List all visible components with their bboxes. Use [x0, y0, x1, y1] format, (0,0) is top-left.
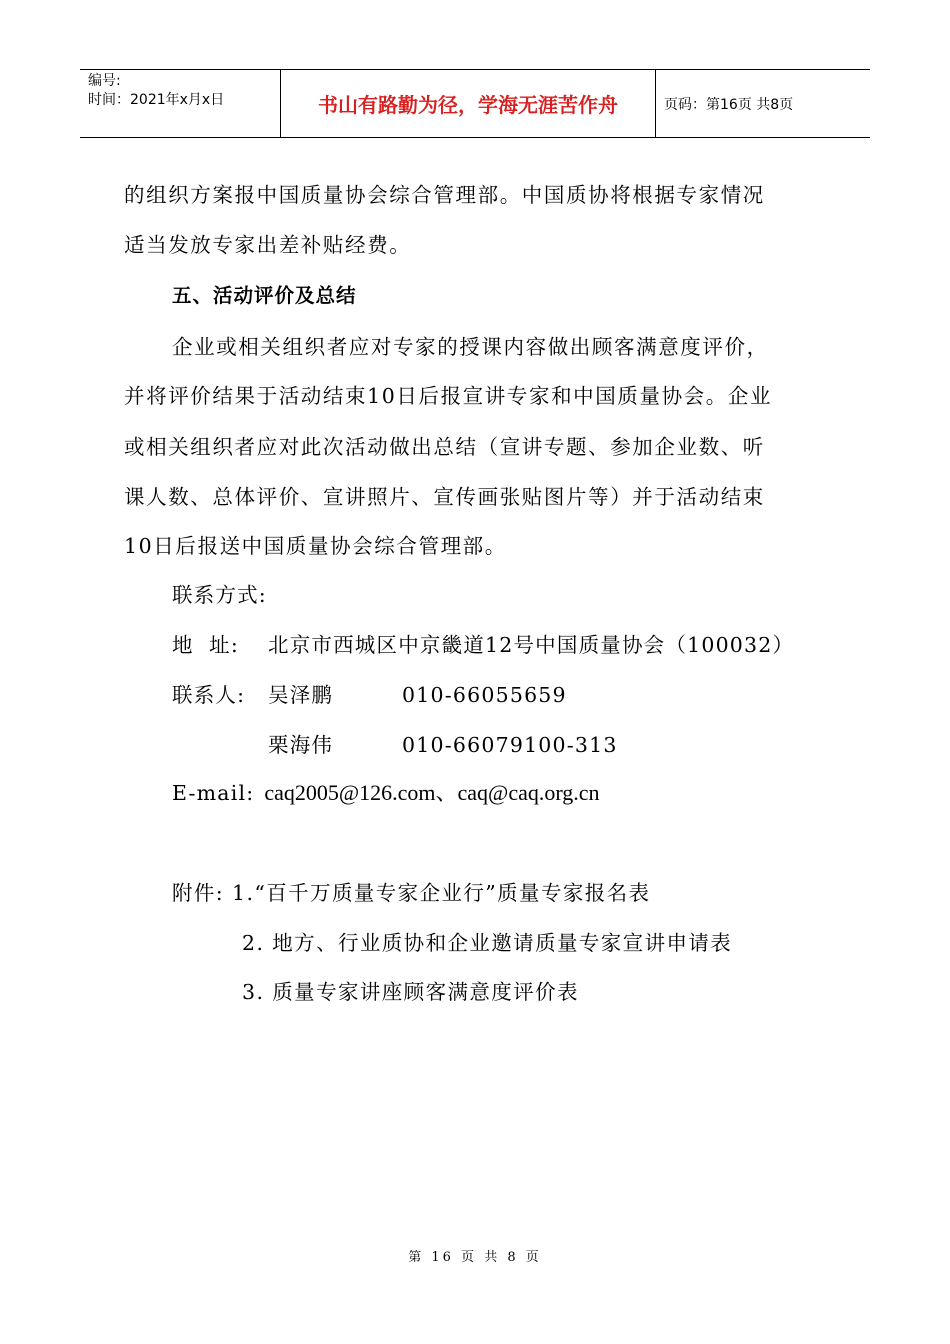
body-text-line: 并将评价结果于活动结束10日后报宣讲专家和中国质量协会。企业	[124, 384, 773, 408]
header-page-info: 页码：第16页 共8页	[664, 96, 794, 113]
body-text-line: 适当发放专家出差补贴经费。	[124, 233, 412, 257]
attachment-item: 1.“百千万质量专家企业行”质量专家报名表	[232, 881, 651, 905]
header-id-label: 编号:	[88, 73, 121, 89]
contact-heading: 联系方式:	[172, 583, 267, 607]
section-heading: 五、活动评价及总结	[172, 284, 357, 307]
header-date: 时间：2021年x月x日	[88, 92, 225, 108]
contact-person-label: 联系人:	[172, 683, 246, 707]
contact-phone: 010-66055659	[402, 683, 567, 707]
address-value: 北京市西城区中京畿道12号中国质量协会（100032）	[268, 633, 795, 657]
contact-address-row	[172, 628, 794, 658]
email-label: E-mail:	[172, 781, 255, 805]
body-text-line: 课人数、总体评价、宣讲照片、宣传画张贴图片等）并于活动结束	[124, 485, 765, 509]
body-text-line: 的组织方案报中国质量协会综合管理部。中国质协将根据专家情况	[124, 183, 765, 207]
page-footer: 第 16 页 共 8 页	[408, 1250, 542, 1265]
contact-phone: 010-66079100-313	[402, 733, 618, 757]
body-text-line: 或相关组织者应对此次活动做出总结（宣讲专题、参加企业数、听	[124, 435, 765, 459]
contact-email-row	[172, 776, 600, 807]
attachment-item: 3. 质量专家讲座顾客满意度评价表	[242, 980, 579, 1004]
attachment-label: 附件:	[172, 881, 225, 905]
contact-person-row	[172, 678, 567, 708]
attachment-item: 2. 地方、行业质协和企业邀请质量专家宣讲申请表	[242, 931, 733, 955]
contact-name: 栗海伟	[268, 733, 334, 757]
header-motto: 书山有路勤为径，学海无涯苦作舟	[318, 93, 618, 117]
page-header	[80, 69, 870, 138]
body-text-line: 10日后报送中国质量协会综合管理部。	[124, 534, 507, 558]
header-divider	[655, 70, 656, 137]
contact-person-row	[172, 728, 618, 758]
header-meta	[88, 72, 278, 110]
email-value: caq2005@126.com、caq@caq.org.cn	[264, 780, 600, 805]
contact-name: 吴泽鹏	[268, 683, 334, 707]
address-label: 地 址:	[172, 633, 239, 657]
body-text-line: 企业或相关组织者应对专家的授课内容做出顾客满意度评价，	[172, 335, 769, 359]
attachment-row	[172, 876, 650, 906]
